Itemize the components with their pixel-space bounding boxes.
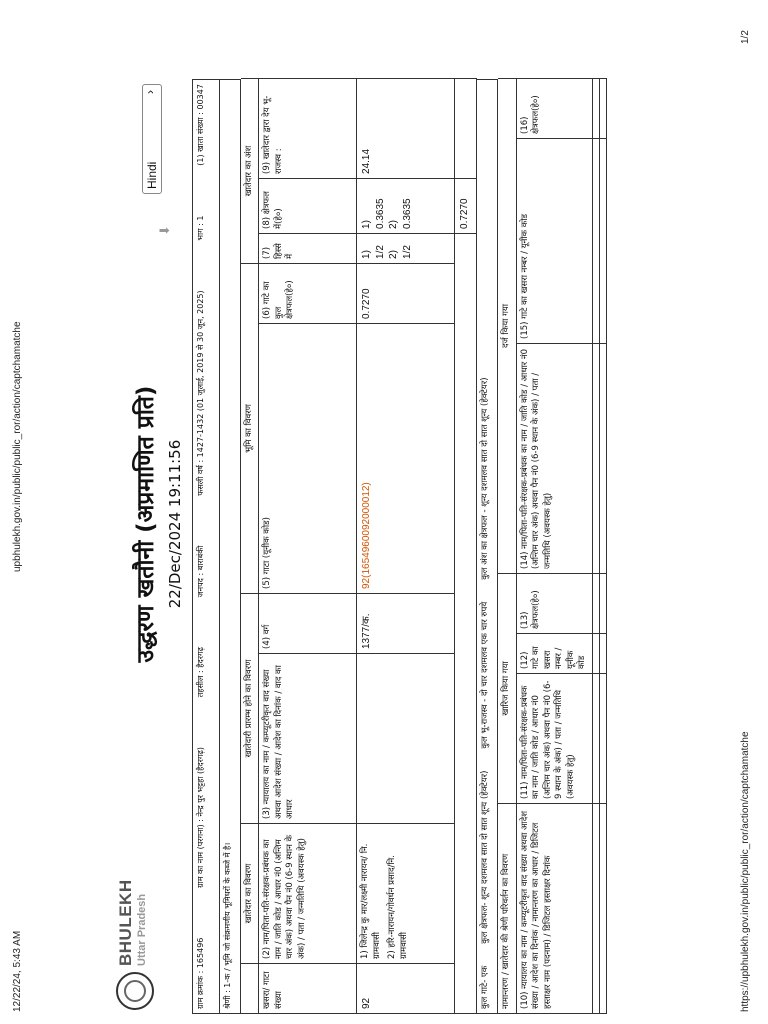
- col-total-area-header: (6) गाटे का कुल क्षेत्रफल(हे०): [259, 263, 357, 323]
- col-gata-header: खसरा/ गाटा संख्या: [259, 964, 357, 1014]
- land-details-header: भूमि का विवरण: [241, 263, 259, 593]
- print-datetime: 12/22/24, 5:43 AM: [12, 930, 23, 1012]
- info-bar: [192, 79, 220, 1014]
- owner-details-header: खातेदार का विवरण: [241, 824, 259, 964]
- col-entered-gata-header: (15) गाटे का खसरा नम्बर / यूनीक कोड: [516, 139, 592, 344]
- total-area-value: 0.7270: [357, 263, 455, 323]
- brand-name: BHULEKH: [116, 879, 135, 966]
- share-area-item: 0.3635: [374, 198, 386, 229]
- col-class-header: (4) वर्ग: [259, 594, 357, 654]
- col-revenue-header: (9) खातेदार द्वारा देय भू-राजस्व :: [259, 78, 357, 178]
- up-emblem-icon: [116, 972, 154, 1010]
- unique-code-link[interactable]: 92(1654960092000012): [357, 324, 455, 594]
- col-removed-area-header: (13) क्षेत्रफल(हे०): [516, 574, 592, 634]
- share-list: [357, 233, 455, 263]
- khatauni-sheet: [108, 79, 708, 1014]
- share-item: 1/2: [401, 245, 413, 259]
- brand-state: Uttar Pradesh: [136, 893, 148, 966]
- total-area-words: कुल क्षेत्रफल- शून्य दशमलव सात दो सात शून्य (हेक्टेयर): [480, 770, 491, 944]
- document-header: [108, 79, 192, 1014]
- class-value: 1377/क.: [357, 594, 455, 654]
- back-arrow-icon[interactable]: ⬇: [158, 225, 173, 236]
- language-select[interactable]: [142, 84, 162, 194]
- part-number: भाग : 1: [196, 215, 205, 241]
- col-removed-gata-header: (12) गाटे का खसरा नम्बर / यूनीक कोड: [516, 634, 592, 674]
- col-unique-code-header: (5) गाटा (यूनीक कोड): [259, 324, 357, 594]
- page-title: उद्धरण खतौनी (अप्रमाणित प्रति): [133, 385, 159, 663]
- tehsil: तहसील : हैदरगढ़: [196, 647, 205, 698]
- village-code: ग्राम क्रमांक : 165496: [196, 937, 205, 1009]
- share-area-item: 0.3635: [401, 198, 413, 229]
- share-area-item: 2): [388, 220, 400, 229]
- total-gata: कुल गाटे- एक: [480, 965, 491, 1009]
- entry-details-header: खातेदारी प्रारम्भ होने का विवरण: [241, 594, 259, 824]
- brand: [116, 879, 148, 966]
- col-mutation-court-header: (10) न्यायालय का नाम / कम्प्यूटरीकृत वाद संख्या अथवा आदेश संख्या / आदेश का दिनांक / नामान्तरण का आधार / डिजिटल हस्ताक्षर नाम (पदनाम) / डिजिटल हस्ताक्षर दिनांक: [516, 804, 592, 1014]
- share-item: 2): [388, 250, 400, 259]
- table-row: [357, 78, 455, 1013]
- col-court-header: (3) न्यायालय का नाम / कम्प्यूटरीकृत वाद संख्या अथवा आदेश संख्या / आदेश का दिनांक / वाद का आधार: [259, 654, 357, 824]
- entered-header: दर्ज किया गया: [498, 79, 516, 574]
- district: जनपद : बाराबंकी: [196, 545, 205, 598]
- category-label: श्रेणी : 1-क / भूमि जो संक्रमणीय भूमिधरों के कब्जे में है।: [220, 80, 241, 1014]
- share-item: 1): [361, 250, 373, 259]
- owner-2: 2) हरि-नारायन/गोवर्धन प्रसाद/नि. ग्रामवासी: [387, 855, 409, 959]
- col-entered-owner-header: (14) नाम/पिता-पति-संरक्षक-प्रबंधक का नाम / जाति कोड / आधार नं0 (अन्तिम चार अंक) अथवा पैन नं0 (6-9 स्थान के अंक) / पता / जन्मतिथि (अवयस्क हेतु): [516, 344, 592, 574]
- land-record-table: [241, 78, 477, 1014]
- col-entered-area-header: (16) क्षेत्रफल(हे०): [516, 79, 592, 139]
- col-share-area-header: (8) क्षेत्रफल में(हे०): [259, 178, 357, 233]
- print-url-header: upbhulekh.gov.in/public/public_ror/action/captchamatche: [12, 321, 23, 572]
- generated-timestamp: 22/Dec/2024 19:11:56: [166, 439, 184, 609]
- mutation-title: नामान्तरण / खातेदार की श्रेणी परिवर्तन का विवरण: [498, 804, 516, 1014]
- owner-share-header: खातेदार का अंश: [241, 78, 259, 263]
- share-area-list: [357, 178, 455, 233]
- removed-header: खारिज किया गया: [498, 574, 516, 804]
- mutation-table: [498, 78, 606, 1014]
- print-url-footer: https://upbhulekh.gov.in/public/public_ror/action/captchamatche: [740, 731, 751, 1012]
- col-share-header: (7) हिस्से में: [259, 233, 357, 263]
- gata-number: 92: [357, 964, 455, 1014]
- revenue-value: 24.14: [357, 78, 455, 178]
- fasli-year: फसली वर्ष : 1427-1432 (01 जुलाई, 2019 से 30 जून, 2025): [196, 290, 205, 496]
- print-page-number: 1/2: [740, 30, 751, 44]
- share-item: 1/2: [374, 245, 386, 259]
- total-revenue-words: कुल भू-राजस्व - दो चार दशमलव एक चार रुपये: [480, 601, 491, 749]
- khata-number: (1) खाता संख्या : 00347: [196, 84, 205, 166]
- share-area-total: 0.7270: [455, 178, 477, 233]
- share-area-words: कुल अंश का क्षेत्रफल - शून्य दशमलव सात दो सात शून्य (हेक्टेयर): [480, 377, 491, 580]
- col-removed-owner-header: (11) नाम/पिता-पति-संरक्षक-प्रबंधक का नाम / जाति कोड / आधार नं0 (अन्तिम चार अंक) अथवा पैन नं0 (6-9 स्थान के अंक) / पता / जन्मतिथि (अवयस्क हेतु): [516, 674, 592, 804]
- col-owner-name-header: (2) नाम/पिता-पति-संरक्षक-प्रबंधक का नाम / जाति कोड / आधार नं0 (अन्तिम चार अंक) अथवा पैन नं0 (6-9 स्थान के अंक) / पता / जन्मतिथि (अवयस्क हेतु): [259, 824, 357, 964]
- chevron-down-icon: ›: [143, 90, 157, 94]
- totals-bar: [477, 79, 498, 1014]
- owner-list: [357, 824, 455, 964]
- language-select-value: Hindi: [145, 161, 159, 189]
- village-name: ग्राम का नाम (परगना) : नेन्द्र पुर भट्टहा (हैदरगढ़): [196, 747, 205, 888]
- category-bar: [220, 79, 241, 1014]
- share-area-item: 1): [361, 220, 373, 229]
- owner-1: 1) जिलेन्द्र कु मार/लक्ष्मी नारायन/ नि. ग्रामवासी: [360, 843, 382, 959]
